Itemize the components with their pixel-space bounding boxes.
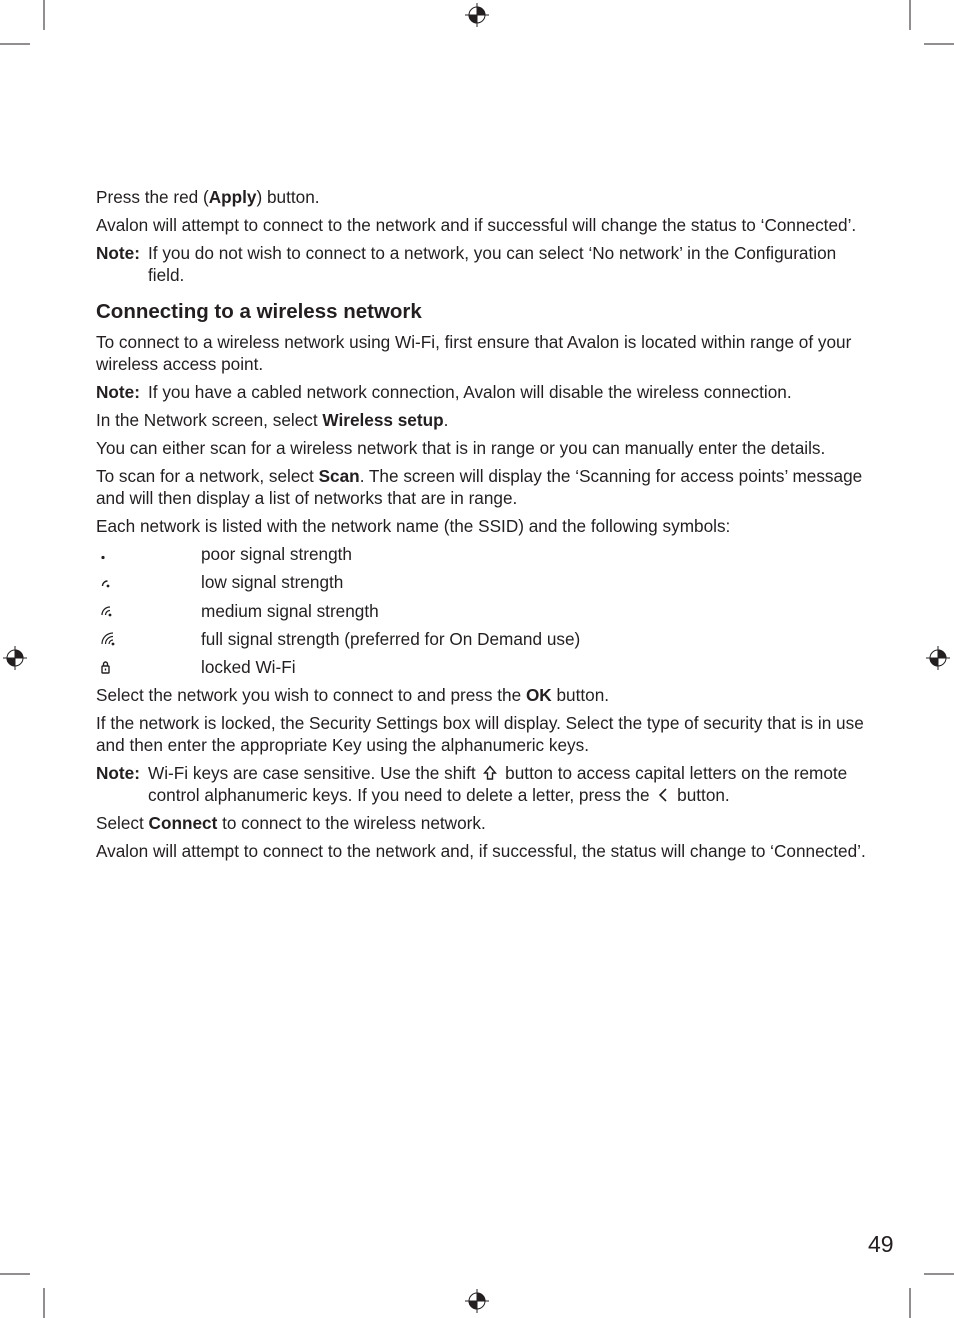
paragraph-press-apply: Press the red (Apply) button. <box>96 187 320 207</box>
symbol-row-low: low signal strength <box>96 571 866 593</box>
note-case-sensitive <box>96 762 866 806</box>
note-no-network <box>96 242 866 286</box>
note-text: Wi-Fi keys are case sensitive. Use the shift button to access capital letters on the remote control alphanumeric keys. If you need to delete a letter, press the button. <box>148 763 848 806</box>
symbol-row-medium: medium signal strength <box>96 600 866 622</box>
note-label: Note: <box>96 763 140 784</box>
note-label: Note: <box>96 382 140 402</box>
paragraph-network-screen: In the Network screen, select Wireless setup. <box>96 410 449 430</box>
wifi-poor-icon <box>96 543 201 565</box>
page-content <box>96 186 866 868</box>
wifi-low-icon <box>96 571 201 593</box>
registration-mark-left <box>3 646 27 670</box>
symbol-row-poor: poor signal strength <box>96 543 866 565</box>
symbol-row-full: full signal strength (preferred for On Demand use) <box>96 628 866 650</box>
section-heading: Connecting to a wireless network <box>96 300 422 323</box>
wifi-medium-icon <box>96 600 201 622</box>
registration-mark-bottom <box>465 1289 489 1313</box>
paragraph-scan-or-manual: You can either scan for a wireless network that is in range or you can manually enter the details. <box>96 438 826 458</box>
note-label: Note: <box>96 243 140 263</box>
symbol-list <box>96 543 866 678</box>
note-text: If you do not wish to connect to a network, you can select ‘No network’ in the Configuration field. <box>148 243 837 285</box>
registration-mark-top <box>465 3 489 27</box>
symbol-row-locked: locked Wi-Fi <box>96 656 866 678</box>
paragraph-select-connect: Select Connect to connect to the wireless network. <box>96 813 486 834</box>
paragraph-locked-network: If the network is locked, the Security Settings box will display. Select the type of security that is in use and then enter the appropriate Key using the alphanumeric keys. <box>96 713 864 756</box>
paragraph-select-ok: Select the network you wish to connect to and press the OK button. <box>96 685 610 706</box>
paragraph-scan: To scan for a network, select Scan. The screen will display the ‘Scanning for access points’ message and will then display a list of networks that are in range. <box>96 466 863 508</box>
chevron-left-icon <box>657 787 669 803</box>
paragraph-final-status: Avalon will attempt to connect to the network and, if successful, the status will change to ‘Connected’. <box>96 841 866 862</box>
lock-icon <box>96 656 201 678</box>
wifi-full-icon <box>96 628 201 650</box>
shift-arrow-icon <box>483 765 497 781</box>
page-number: 49 <box>868 1231 894 1257</box>
note-cabled <box>96 381 866 403</box>
paragraph-symbols-intro: Each network is listed with the network name (the SSID) and the following symbols: <box>96 516 731 536</box>
paragraph-attempt-connect: Avalon will attempt to connect to the network and if successful will change the status to ‘Connected’. <box>96 215 857 235</box>
paragraph-intro-wifi: To connect to a wireless network using Wi-Fi, first ensure that Avalon is located within range of your wireless access point. <box>96 332 852 374</box>
note-text: If you have a cabled network connection, Avalon will disable the wireless connection. <box>148 382 792 402</box>
registration-mark-right <box>926 646 950 670</box>
